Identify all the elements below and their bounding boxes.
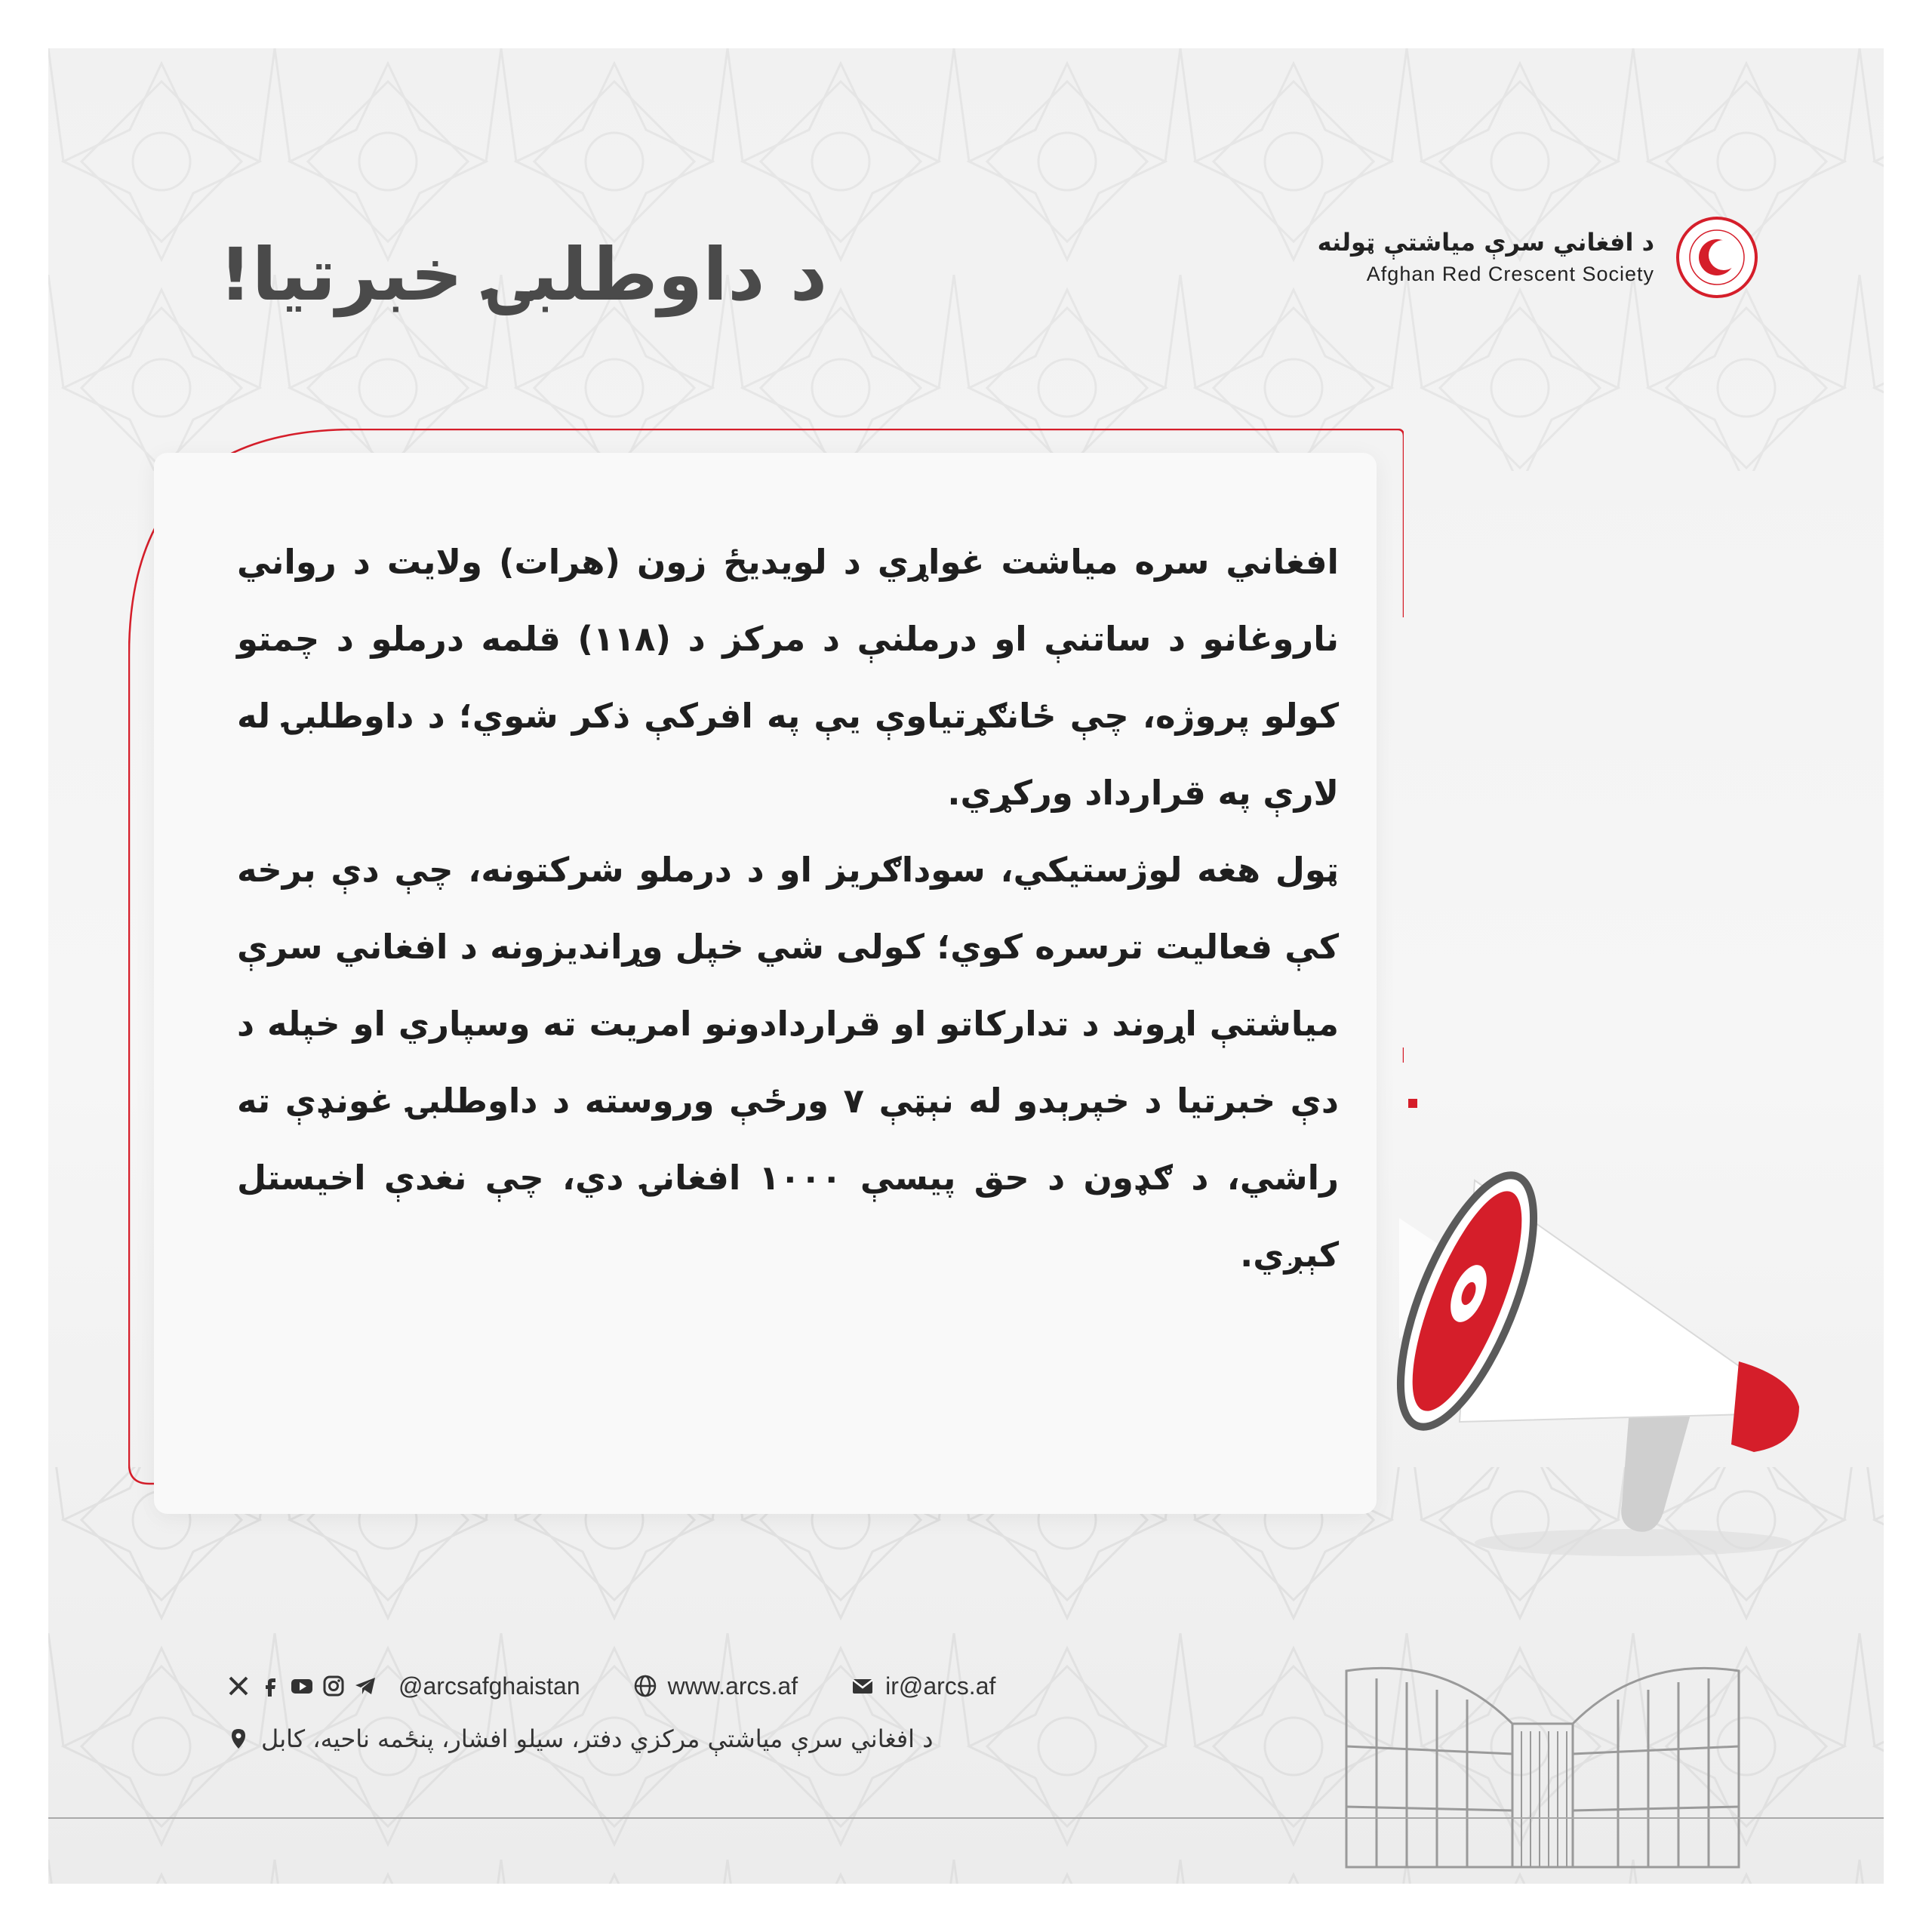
globe-icon: [633, 1674, 657, 1698]
org-name-pashto: د افغاني سرې میاشتې ټولنه: [1317, 228, 1654, 257]
telegram-icon[interactable]: [353, 1674, 377, 1698]
poster: [48, 48, 1884, 1884]
announcement-body: [237, 524, 1339, 1294]
address-row: [226, 1716, 1057, 1761]
address-text: د افغاني سرې میاشتې مرکزي دفتر، سیلو افشار، پنځمه ناحیه، کابل: [261, 1724, 934, 1753]
social-group: [226, 1672, 580, 1700]
envelope-icon: [851, 1674, 875, 1698]
youtube-icon[interactable]: [290, 1674, 314, 1698]
org-logo-block: [1318, 216, 1758, 299]
megaphone-icon: [1346, 1090, 1875, 1558]
page-title: د داوطلبۍ خبرتیا!: [219, 232, 828, 317]
email-link[interactable]: ir@arcs.af: [885, 1672, 996, 1700]
headquarters-building-illustration: [1331, 1641, 1754, 1882]
instagram-icon[interactable]: [321, 1674, 346, 1698]
facebook-icon[interactable]: [258, 1674, 282, 1698]
footer-divider: [48, 1817, 1884, 1819]
email-group: [851, 1672, 995, 1700]
red-crescent-logo-icon: [1675, 216, 1758, 299]
website-link[interactable]: www.arcs.af: [667, 1672, 798, 1700]
website-group: [633, 1672, 798, 1700]
contact-row: [226, 1663, 1057, 1709]
social-handle[interactable]: @arcsafghaistan: [398, 1672, 580, 1700]
location-pin-icon: [226, 1727, 251, 1751]
paragraph-2: ټول هغه لوژستیکي، سوداګریز او د درملو شرکتونه، چې دې برخه کې فعالیت ترسره کوي؛ کولی شي خپل وړاندیزونه د افغاني سرې میاشتې اړوند د تدارکاتو او قراردادونو امریت ته وسپاري او خپله د دې خبرتیا د خپرېدو له نېټې ۷ ورځې وروسته د داوطلبۍ غونډې ته راشي، د ګډون د حق پیسې ۱۰۰۰ افغانۍ دي، چې نغدې اخیستل کېږي.: [237, 850, 1340, 1275]
paragraph-1: افغاني سره میاشت غواړي د لویدیځ زون (هرات) ولایت د رواني ناروغانو د ساتنې او درملنې د مرکز د (۱۱۸) قلمه درملو د چمتو کولو پروژه، چې ځانګړتیاوې یې په افرکې ذکر شوي؛ د داوطلبۍ له لارې په قرارداد ورکړي.: [237, 542, 1339, 813]
x-icon[interactable]: [226, 1674, 251, 1698]
org-name-english: Afghan Red Crescent Society: [1366, 263, 1654, 285]
